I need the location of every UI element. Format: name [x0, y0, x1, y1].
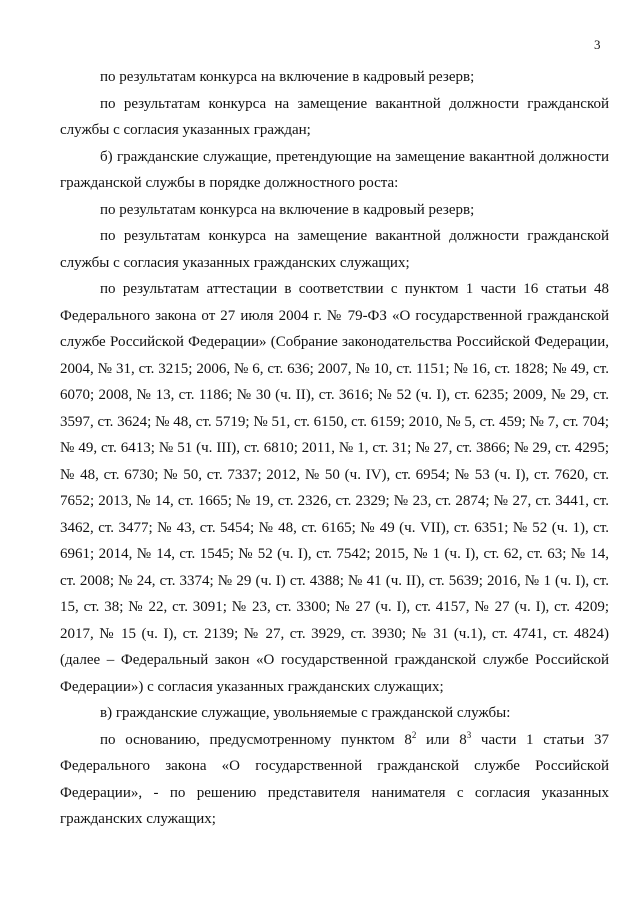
- paragraph-item-v: в) гражданские служащие, увольняемые с гражданской службы:: [100, 705, 511, 721]
- superscript-2: 2: [411, 729, 417, 740]
- paragraph-vacancy-competition-citizens: по результатам конкурса на замещение вакантной должности гражданской службы с согласия указанных граждан;: [60, 95, 609, 138]
- paragraph-reserve-competition-2: по результатам конкурса на включение в кадровый резерв;: [100, 201, 475, 218]
- superscript-3: 3: [466, 729, 472, 740]
- paragraph-vacancy-competition-servants: по результатам конкурса на замещение вакантной должности гражданской службы с согласия указанных гражданских служащих;: [60, 228, 609, 271]
- dismissal-text-or: или 8: [416, 731, 467, 748]
- paragraph-attestation-results: по результатам аттестации в соответствии с пунктом 1 части 16 статьи 48 Федерального закона от 27 июля 2004 г. № 79-ФЗ «О государственной гражданской службе Российской Федерации» (Собрание законодательства Российской Федерации, 2004, № 31, ст. 3215; 2006, № 6, ст. 636; 2007, № 10, ст. 1151; № 16, ст. 1828; № 49, ст. 6070; 2008, № 13, ст. 1186; № 30 (ч. II), ст. 3616; № 52 (ч. I), ст. 6235; 2009, № 29, ст. 3597, ст. 3624; № 48, ст. 5719; № 51, ст. 6150, ст. 6159; 2010, № 5, ст. 459; № 7, ст. 704; № 49, ст. 6413; № 51 (ч. III), ст. 6810; 2011, № 1, ст. 31; № 27, ст. 3866; № 29, ст. 4295; № 48, ст. 6730; № 50, ст. 7337; 2012, № 50 (ч. IV), ст. 6954; № 53 (ч. I), ст. 7620, ст. 7652; 2013, № 14, ст. 1665; № 19, ст. 2326, ст. 2329; № 23, ст. 2874; № 27, ст. 3441, ст. 3462, ст. 3477; № 43, ст. 5454; № 48, ст. 6165; № 49 (ч. VII), ст. 6351; № 52 (ч. 1), ст. 6961; 2014, № 14, ст. 1545; № 52 (ч. I), ст. 7542; 2015, № 1 (ч. I), ст. 62, ст. 63; № 14, ст. 2008; № 24, ст. 3374; № 29 (ч. I) ст. 4388; № 41 (ч. II), ст. 5639; 2016, № 1 (ч. I), ст. 15, ст. 38; № 22, ст. 3091; № 23, ст. 3300; № 27 (ч. I), ст. 4157, № 27 (ч. I), ст. 4209; 2017, № 15 (ч. I), ст. 2139; № 27, ст. 3929, ст. 3930; № 31 (ч.1), ст. 4741, ст. 4824) (далее – Федеральный закон «О государственной гражданской службе Российской Федерации») с согласия указанных гражданских служащих;: [60, 281, 609, 695]
- page-number: 3: [594, 37, 601, 52]
- paragraph-dismissal-basis: [60, 727, 609, 833]
- document-body: [60, 64, 609, 833]
- dismissal-text-rest: части 1 статьи 37 Федерального закона «О государственной гражданской службе Российской Федерации», - по решению представителя нанимателя с согласия указанных гражданских служащих;: [60, 731, 610, 827]
- paragraph-item-b: б) гражданские служащие, претендующие на замещение вакантной должности гражданской службы в порядке должностного роста:: [60, 148, 609, 191]
- paragraph-reserve-competition: по результатам конкурса на включение в кадровый резерв;: [100, 69, 475, 85]
- dismissal-text-start: по основанию, предусмотренному пунктом 8: [100, 731, 412, 748]
